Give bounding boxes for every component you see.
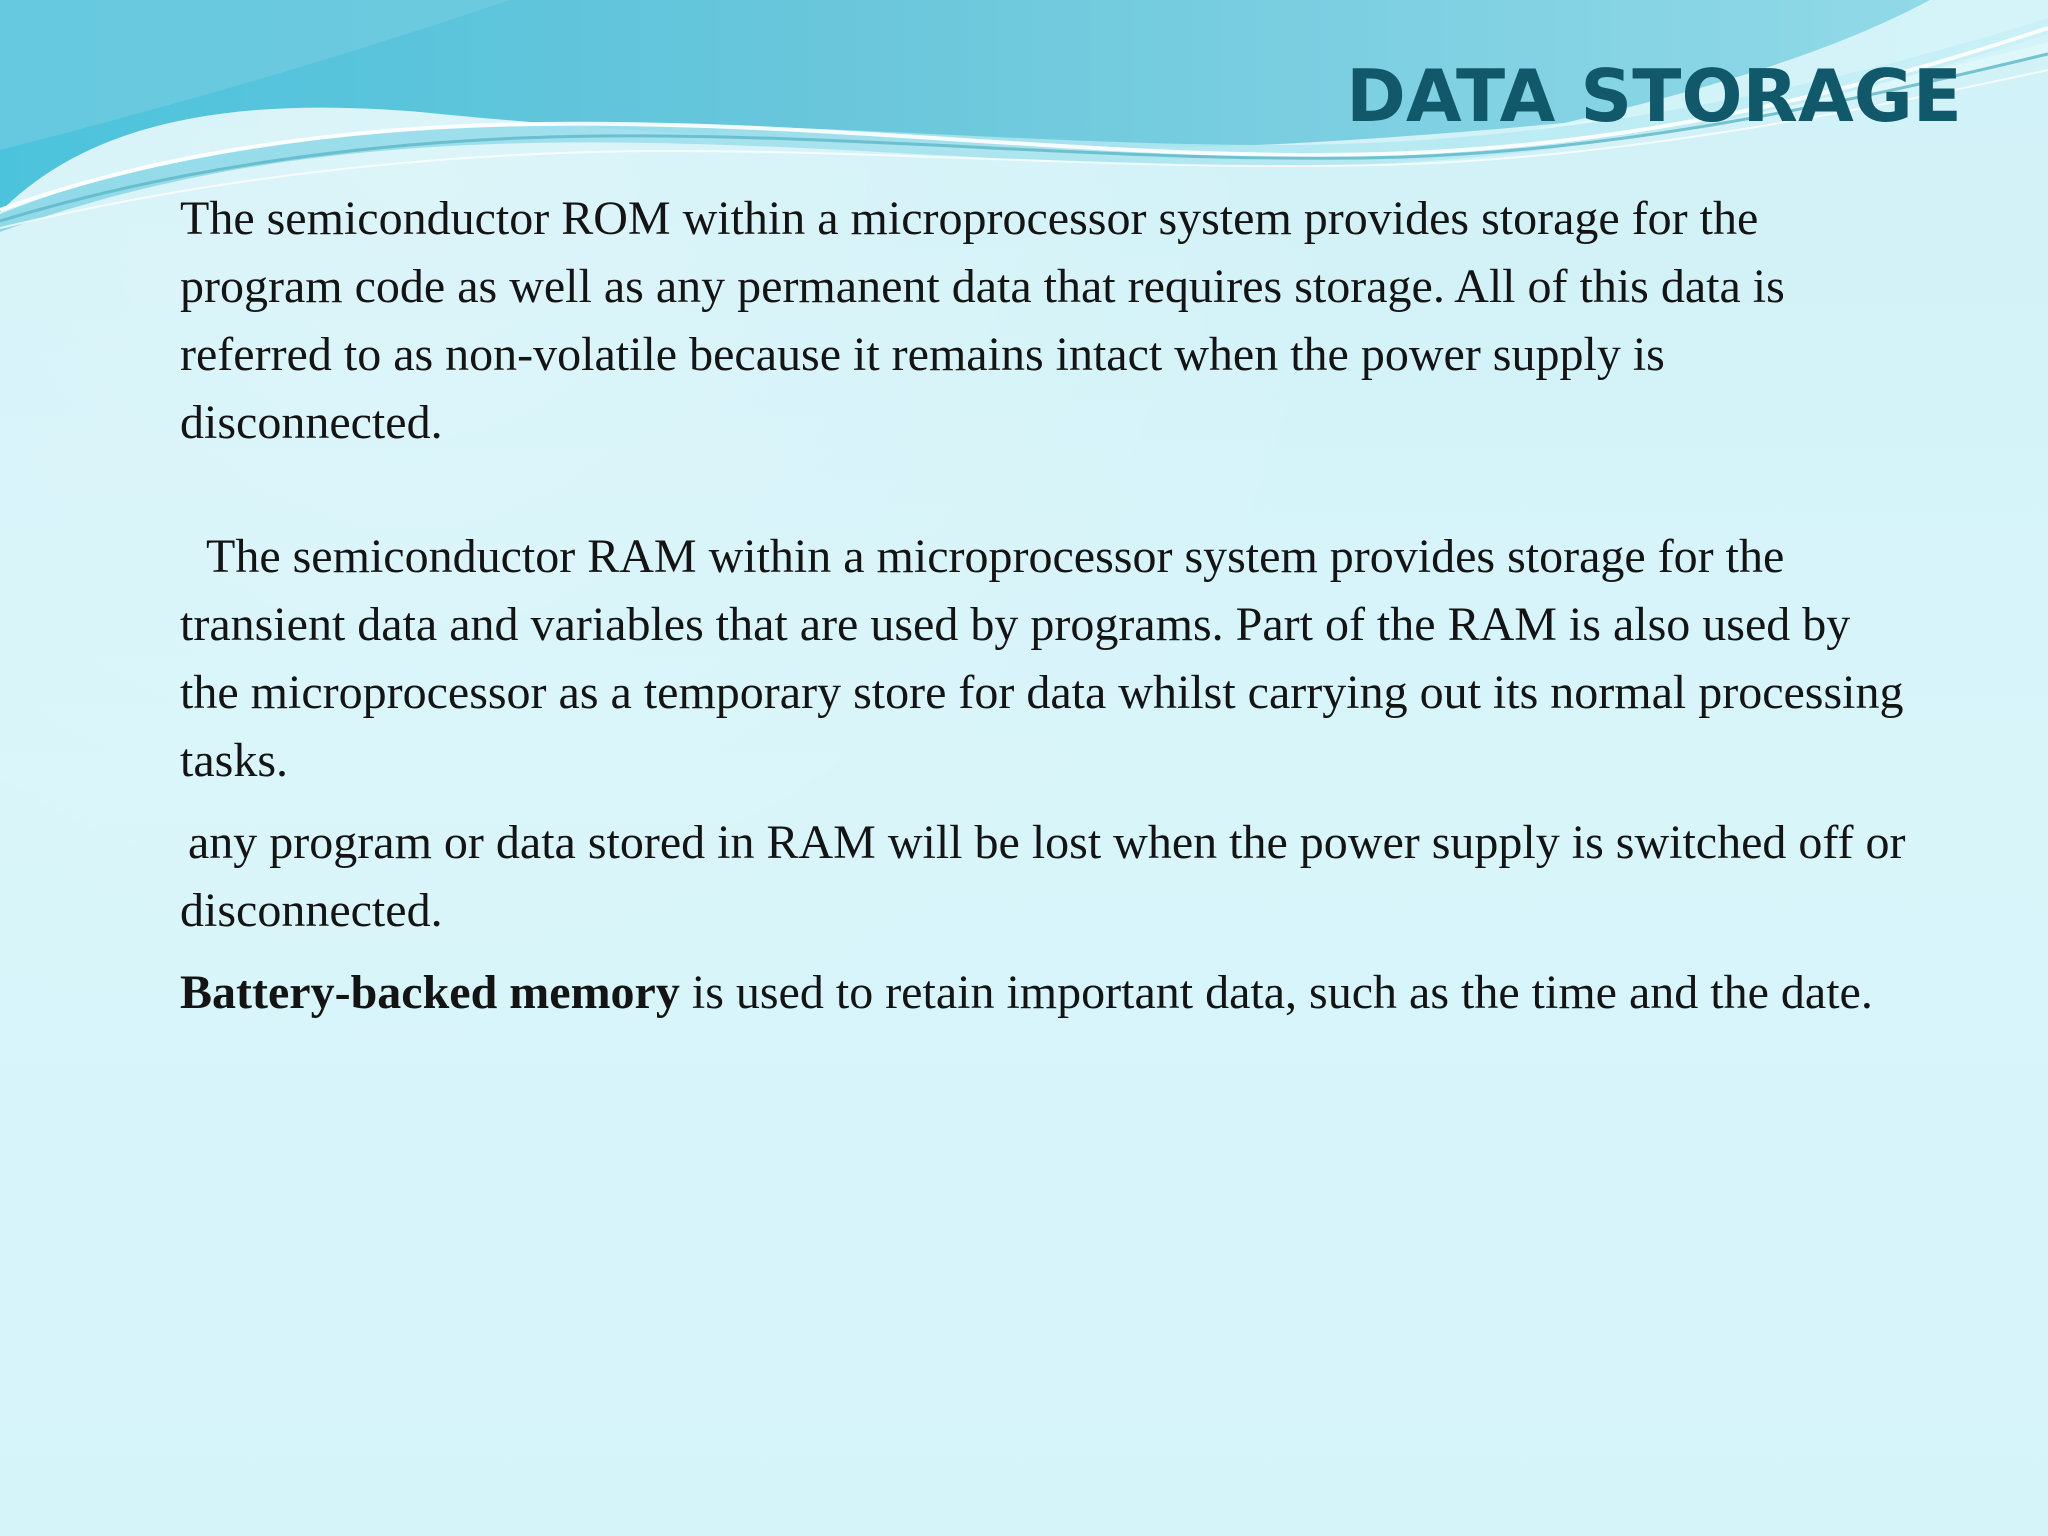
paragraph-rom: The semiconductor ROM within a microprocessor system provides storage for the program code as well as any permanent data that requires storage. All of this data is referred to as non-volatile because it remains intact when the power supply is disconnected. [180, 192, 1785, 449]
slide-body [180, 185, 1920, 1027]
battery-backed-memory-description: is used to retain important data, such as the time and the date. [679, 966, 1873, 1019]
battery-backed-memory-term: Battery-backed memory [180, 966, 680, 1019]
paragraph-ram-loss: any program or data stored in RAM will be lost when the power supply is switched off or disconnected. [180, 816, 1906, 937]
slide-title: DATA STORAGE [1346, 54, 1962, 138]
paragraph-battery-backed-memory [180, 959, 1920, 1027]
paragraph-ram: The semiconductor RAM within a microprocessor system provides storage for the transient data and variables that are used by programs. Part of the RAM is also used by the microprocessor as a temporary store for data whilst carrying out its normal processing tasks. [180, 530, 1904, 787]
